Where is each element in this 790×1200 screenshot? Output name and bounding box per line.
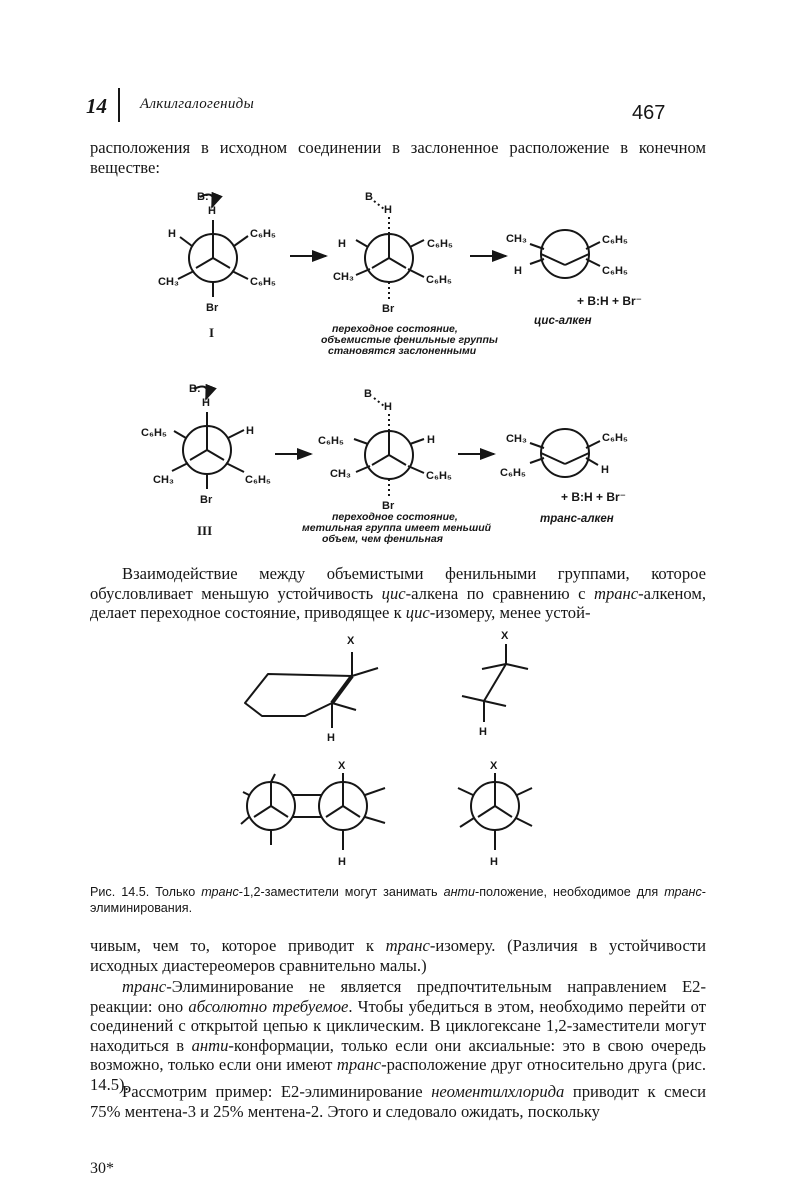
ts1-caption-line1: переходное состояние, [332, 323, 458, 335]
atom-X: X [501, 630, 509, 642]
atom-Br: Br [200, 494, 213, 506]
newman-circle-cis [541, 230, 589, 278]
ts1-caption-line3: становятся заслоненными [328, 345, 477, 357]
figure-caption: Рис. 14.5. Только транс-1,2-заместители могут занимать анти-положение, необходимое для транс-элиминирования. [90, 885, 706, 915]
atom-H: H [168, 228, 176, 240]
byproduct-1: + B:H + Br⁻ [577, 294, 643, 308]
base-label: B: [197, 191, 209, 203]
atom-phenyl: C₆H₅ [426, 274, 452, 286]
intro-paragraph: расположения в исходном соединении в заслоненное расположение в конечном веществе: [90, 138, 706, 177]
atom-phenyl: C₆H₅ [250, 228, 276, 240]
ts2-caption-line1: переходное состояние, [332, 511, 458, 523]
base-label: B: [189, 383, 201, 395]
atom-phenyl: C₆H₅ [427, 238, 453, 250]
paragraph-1: Взаимодействие между объемистыми фенильными группами, которое обусловливает меньшую устойчивость цис-алкена по сравнению с транс-алкеном, делает переходное состояние, приводящее к цис-изомеру, менее устой- [90, 564, 706, 623]
atom-methyl: CH₃ [330, 468, 351, 480]
atom-Br: Br [206, 302, 219, 314]
product-1-name: цис-алкен [534, 315, 592, 327]
running-title: Алкилгалогениды [140, 96, 255, 112]
ts2-caption-line2: метильная группа имеет меньший [302, 522, 492, 534]
figure-14-5 [0, 630, 790, 880]
atom-methyl: CH₃ [333, 271, 354, 283]
byproduct-2: + B:H + Br⁻ [561, 490, 627, 504]
paragraph-2: чивым, чем то, которое приводит к транс-изомеру. (Различия в устойчивости исходных диастереомеров сравнительно малы.) [90, 936, 706, 975]
atom-H: H [338, 856, 346, 868]
atom-phenyl: C₆H₅ [318, 435, 344, 447]
atom-phenyl: C₆H₅ [500, 467, 526, 479]
newman-circle-trans [541, 429, 589, 477]
header-divider [118, 88, 120, 122]
atom-H: H [208, 205, 216, 217]
atom-methyl: CH₃ [506, 233, 527, 245]
atom-phenyl: C₆H₅ [602, 234, 628, 246]
atom-phenyl: C₆H₅ [141, 427, 167, 439]
product-2-name: транс-алкен [540, 513, 614, 525]
atom-H: H [246, 425, 254, 437]
atom-methyl: CH₃ [153, 474, 174, 486]
atom-Br: Br [382, 303, 395, 315]
paragraph-4: Рассмотрим пример: E2-элиминирование неоментилхлорида приводит к смеси 75% ментена-3 и 25% ментена-2. Этого и следовало ожидать, поскольку [90, 1082, 706, 1121]
page-number: 467 [632, 102, 666, 124]
ts2-caption-line3: объем, чем фенильная [322, 533, 443, 545]
compound-label-III: III [197, 523, 213, 538]
reaction-schemes [0, 185, 790, 545]
compound-label-I: I [209, 325, 215, 340]
atom-methyl: CH₃ [506, 433, 527, 445]
atom-H: H [384, 401, 392, 413]
atom-phenyl: C₆H₅ [250, 276, 276, 288]
signature-mark: 30* [90, 1160, 114, 1177]
atom-H: H [479, 726, 487, 738]
atom-X: X [338, 760, 346, 772]
atom-X: X [347, 635, 355, 647]
atom-Br: Br [382, 500, 395, 512]
atom-H: H [490, 856, 498, 868]
atom-H: H [202, 397, 210, 409]
ts1-caption-line2: объемистые фенильные группы [321, 334, 498, 346]
atom-H: H [338, 238, 346, 250]
atom-H: H [514, 265, 522, 277]
atom-methyl: CH₃ [158, 276, 179, 288]
atom-phenyl: C₆H₅ [602, 265, 628, 277]
atom-H: H [384, 204, 392, 216]
atom-H: H [601, 464, 609, 476]
paragraph-3: транс-Элиминирование не является предпочтительным направлением E2-реакции: оно абсолютно требуемое. Чтобы убедиться в этом, необходимо перейти от соединений с открытой цепью к циклическим. В циклогексане 1,2-заместители могут находиться в анти-конформации, только если они аксиальные: это в свою очередь возможно, только если они имеют транс-расположение друг относительно друга (рис. 14.5). [90, 977, 706, 1094]
chapter-number: 14 [86, 94, 107, 118]
atom-phenyl: C₆H₅ [426, 470, 452, 482]
base-label: B [364, 388, 372, 400]
base-label: B [365, 191, 373, 203]
atom-X: X [490, 760, 498, 772]
atom-H: H [327, 732, 335, 744]
atom-phenyl: C₆H₅ [245, 474, 271, 486]
atom-phenyl: C₆H₅ [602, 432, 628, 444]
atom-H: H [427, 434, 435, 446]
